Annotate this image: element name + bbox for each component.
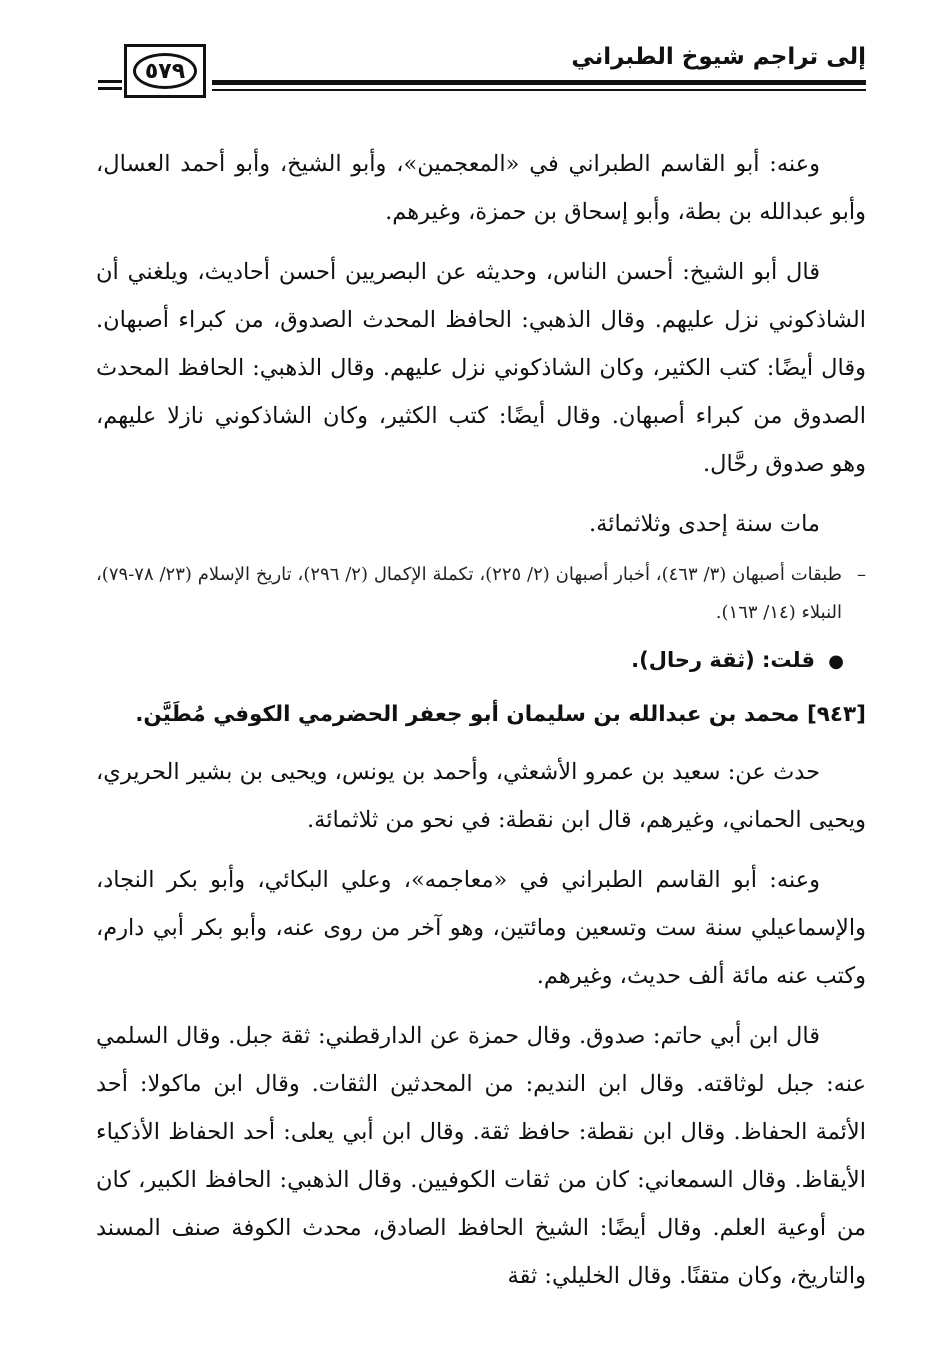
page-number: ٥٧٩ [133,53,197,89]
header-rule-left-top [98,80,122,83]
footnote-dash: – [857,564,866,585]
footnote-text: طبقات أصبهان (٣/ ٤٦٣)، أخبار أصبهان (٢/ ٢٢٥)، تكملة الإكمال (٢/ ٢٩٦)، تاريخ الإسلام (٢٣/ ٧٨-٧٩)، النبلاء (١٤/ ١٦٣). [96,564,842,623]
page-number-box [124,44,206,98]
page-body [96,140,866,1312]
running-title: إلى تراجم شيوخ الطبراني [571,44,866,70]
header-rule-thin [212,89,866,91]
paragraph-teachers: حدث عن: سعيد بن عمرو الأشعثي، وأحمد بن يونس، ويحيى بن بشير الحريري، ويحيى الحماني، وغيرهم، قال ابن نقطة: في نحو من ثلاثمائة. [96,759,866,833]
header-rule-left-bottom [98,87,122,90]
paragraph-assessments: قال ابن أبي حاتم: صدوق. وقال حمزة عن الدارقطني: ثقة جبل. وقال السلمي عنه: جبل لوثاقته. وقال ابن النديم: من المحدثين الثقات. وقال ابن ماكولا: أحد الأئمة الحفاظ. وقال ابن نقطة: حافظ ثقة. وقال ابن أبي يعلى: أحد الحفاظ الأذكياء الأيقاظ. وقال السمعاني: كان من ثقات الكوفيين. وقال الذهبي: الحافظ الكبير، كان من أوعية العلم. وقال أيضًا: الشيخ الحافظ الصادق، محدث الكوفة صنف المسند والتاريخ، وكان متقنًا. وقال الخليلي: ثقة [96,1023,866,1289]
header-rule-thick [212,80,866,85]
paragraph-students: وعنه: أبو القاسم الطبراني في «المعجمين»، وأبو الشيخ، وأبو أحمد العسال، وأبو عبدالله بن بطة، وأبو إسحاق بن حمزة، وغيرهم. [96,151,866,225]
page-header [98,40,866,102]
author-note-text: قلت: (ثقة رحال). [631,648,815,672]
bullet-icon: ● [828,651,844,672]
paragraph-opinions: قال أبو الشيخ: أحسن الناس، وحديثه عن البصريين أحسن أحاديث، ويلغني أن الشاذكوني نزل عليهم. وقال الذهبي: الحافظ المحدث الصدوق، من كبراء أصبهان. وقال أيضًا: كتب الكثير، وكان الشاذكوني نزل عليهم. وقال الذهبي: الحافظ المحدث الصدوق من كبراء أصبهان. وقال أيضًا: كتب الكثير، وكان الشاذكوني نازلا عليهم، وهو صدوق رحَّال. [96,259,866,477]
paragraph-death: مات سنة إحدى وثلاثمائة. [589,511,820,537]
paragraph-narrators: وعنه: أبو القاسم الطبراني في «معاجمه»، وعلي البكائي، وأبو بكر النجاد، والإسماعيلي سنة ست وتسعين ومائتين، وهو آخر من روى عنه، وأبو بكر أبي دارم، وكتب عنه مائة ألف حديث، وغيرهم. [96,867,866,989]
footnote-sources [96,556,866,632]
author-note [96,638,866,684]
entry-heading: [٩٤٣] محمد بن عبدالله بن سليمان أبو جعفر الحضرمي الكوفي مُطَيَّن. [135,702,866,727]
